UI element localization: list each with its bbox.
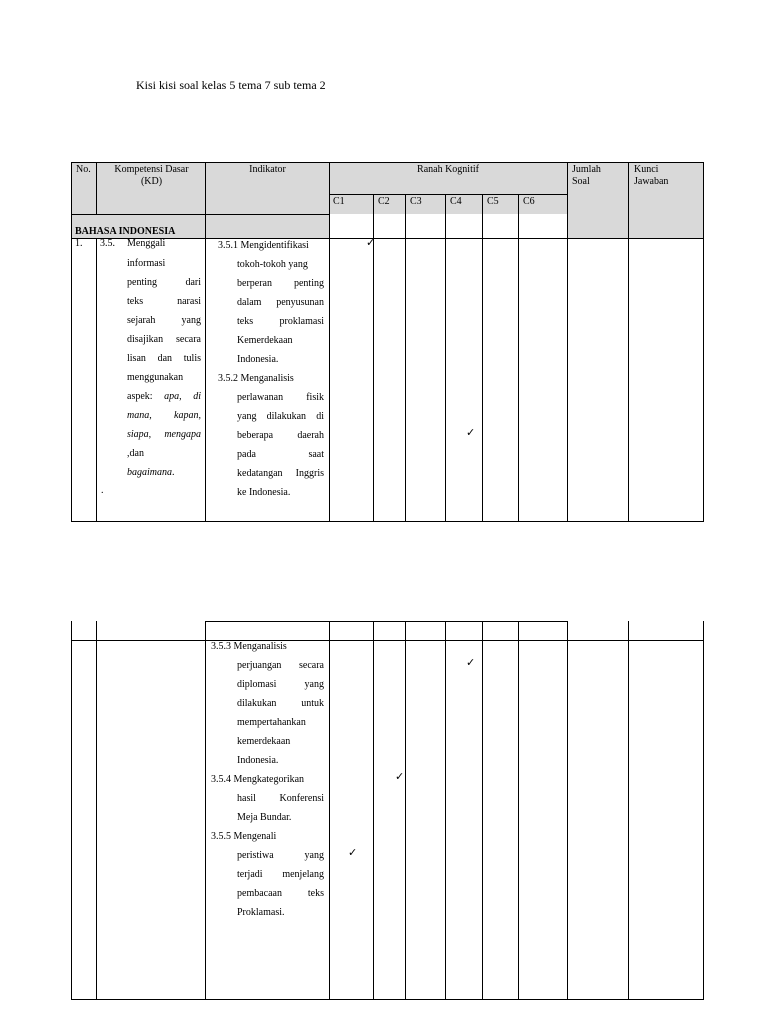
header-c4: C4	[450, 196, 462, 207]
kd-number: 3.5.	[100, 238, 115, 249]
indicator-line: pembacaan teks	[237, 888, 324, 899]
indicator-line: yang dilakukan di	[237, 411, 324, 422]
header-kunci-line1: Kunci	[634, 164, 659, 175]
indikator-cell-page-1	[218, 236, 324, 255]
checkmark-icon: ✓	[395, 770, 405, 783]
indicator-3-5-3: 3.5.3 Menganalisis	[211, 641, 287, 652]
header-c3: C3	[410, 196, 422, 207]
document-title: Kisi kisi soal kelas 5 tema 7 sub tema 2	[136, 78, 326, 92]
indicator-line: perjuangan secara	[237, 660, 324, 671]
kd-line: teks narasi	[127, 296, 201, 307]
indicator-line: teks proklamasi	[237, 316, 324, 327]
checkmark-icon: ✓	[348, 846, 358, 859]
indicator-line: diplomasi yang	[237, 679, 324, 690]
kd-line: menggunakan	[127, 372, 184, 383]
indicator-line: Meja Bundar.	[237, 812, 292, 823]
kd-line: siapa, mengapa	[127, 429, 201, 440]
section-label: BAHASA INDONESIA	[75, 226, 176, 237]
indicator-3-5-1: 3.5.1 Mengidentifikasi	[218, 240, 309, 251]
indicator-line: terjadi menjelang	[237, 869, 324, 880]
kd-line: ,dan	[127, 448, 144, 459]
indicator-line: Indonesia.	[237, 354, 279, 365]
indicator-3-5-4-head	[211, 770, 324, 789]
indicator-3-5-5-head	[211, 827, 324, 846]
header-no: No.	[76, 164, 91, 175]
kd-aspek-line: aspek: apa, di	[127, 391, 202, 402]
kd-line: lisan dan tulis	[127, 353, 201, 364]
kd-first-line: Menggali	[127, 238, 166, 249]
indicator-line: kedatangan Inggris	[237, 468, 324, 479]
kd-line: mana, kapan,	[127, 410, 201, 421]
indicator-line: dalam penyusunan	[237, 297, 324, 308]
indicator-3-5-2: 3.5.2 Menganalisis	[218, 373, 294, 384]
header-ranah-kognitif: Ranah Kognitif	[417, 164, 479, 175]
header-c1: C1	[333, 196, 345, 207]
kd-dot: .	[101, 485, 104, 496]
indicator-3-5-3-body	[237, 656, 324, 770]
indicator-line: beberapa daerah	[237, 430, 324, 441]
kd-line: disajikan secara	[127, 334, 201, 345]
indicator-line: Proklamasi.	[237, 907, 285, 918]
indicator-line: Indonesia.	[237, 755, 279, 766]
indicator-line: Kemerdekaan	[237, 335, 293, 346]
header-kd-line1: Kompetensi Dasar	[114, 164, 189, 175]
indicator-line: kemerdekaan	[237, 736, 291, 747]
header-c2: C2	[378, 196, 390, 207]
indicator-3-5-1-body	[237, 255, 324, 369]
row-number: 1.	[75, 238, 83, 249]
kd-cell	[127, 254, 201, 482]
header-jumlah-line1: Jumlah	[572, 164, 601, 175]
indicator-3-5-4: 3.5.4 Mengkategorikan	[211, 774, 305, 785]
checkmark-icon: ✓	[366, 236, 376, 249]
header-indikator: Indikator	[249, 164, 286, 175]
header-kunci-line2: Jawaban	[634, 176, 669, 187]
checkmark-icon: ✓	[466, 426, 476, 439]
indicator-line: mempertahankan	[237, 717, 306, 728]
indicator-3-5-5: 3.5.5 Mengenali	[211, 831, 277, 842]
checkmark-icon: ✓	[466, 656, 476, 669]
indicator-line: tokoh-tokoh yang	[237, 259, 308, 270]
indicator-3-5-2-body	[237, 388, 324, 502]
indicator-3-5-4-body	[237, 789, 324, 827]
header-kd-line2: (KD)	[140, 176, 163, 187]
indicator-line: ke Indonesia.	[237, 487, 291, 498]
kd-line: sejarah yang	[127, 315, 201, 326]
indicator-line: dilakukan untuk	[237, 698, 324, 709]
indicator-line: perlawanan fisik	[237, 392, 324, 403]
indicator-3-5-3-head	[211, 637, 324, 656]
header-c6: C6	[523, 196, 535, 207]
indicator-line: berperan penting	[237, 278, 324, 289]
kd-line: penting dari	[127, 277, 201, 288]
header-c5: C5	[487, 196, 499, 207]
indicator-line: peristiwa yang	[237, 850, 324, 861]
header-jumlah-line2: Soal	[572, 176, 590, 187]
kd-line: informasi	[127, 258, 166, 269]
kd-line: bagaimana.	[127, 467, 175, 478]
indicator-3-5-2-head	[218, 369, 324, 388]
indicator-line: hasil Konferensi	[237, 793, 324, 804]
indicator-3-5-5-body	[237, 846, 324, 922]
indicator-line: pada saat	[237, 449, 324, 460]
